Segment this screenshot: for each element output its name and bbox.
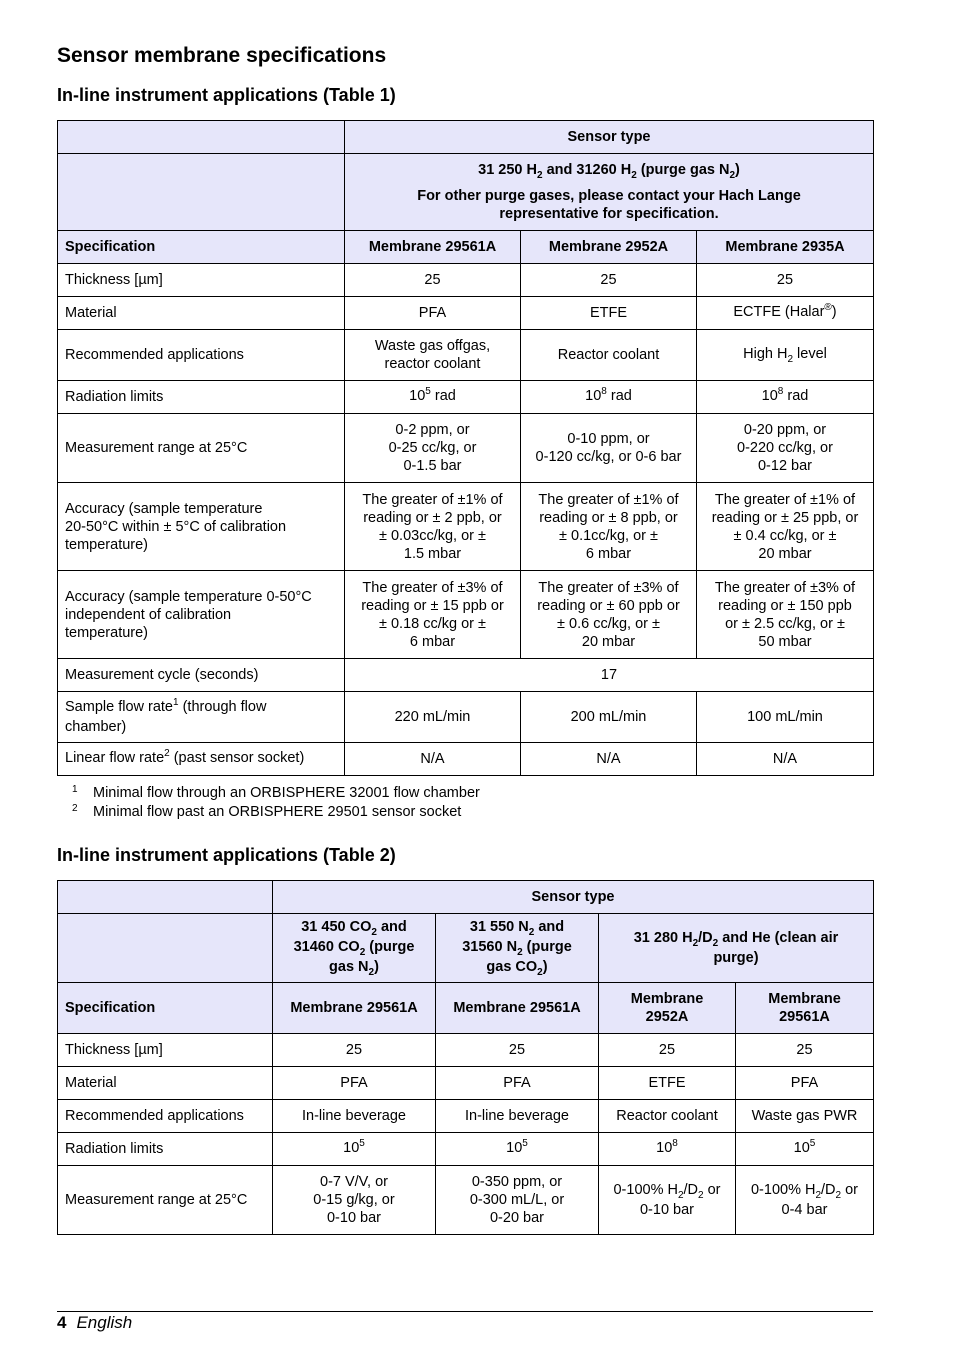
table1-sensor-models	[345, 154, 874, 231]
table1-sensor-line1: 31 250 $H_2$ and 31260 $H_2$ (purge gas $N_2$)	[478, 162, 740, 181]
cell: ETFE	[521, 297, 697, 330]
table-row	[58, 1067, 874, 1100]
cell: 25	[521, 264, 697, 297]
table-row	[58, 483, 874, 571]
row-label: Sample flow rate$^1$ (through flow chamber)	[58, 692, 345, 743]
cell: 0-100% $H_2/D_2$ or 0-4 bar	[736, 1166, 874, 1235]
footnote-number: 1	[72, 784, 78, 795]
page-title: Sensor membrane specifications	[57, 44, 387, 67]
cell: 0-2 ppm, or 0-25 cc/kg, or 0-1.5 bar	[345, 414, 521, 483]
cell: 200 mL/min	[521, 692, 697, 743]
row-label: Recommended applications	[58, 1100, 273, 1133]
footnote-2	[72, 803, 462, 820]
table2-sensor-blank	[58, 914, 273, 983]
table1-sensor-note: For other purge gases, please contact your Hach Lange representative for specification.	[417, 188, 801, 222]
table2-corner-cell	[58, 881, 273, 914]
cell: The greater of ±1% of reading or ± 2 ppb, or ± 0.03cc/kg, or ± 1.5 mbar	[345, 483, 521, 571]
row-label: Measurement range at 25°C	[58, 1166, 273, 1235]
row-label: Measurement cycle (seconds)	[58, 659, 345, 692]
cell: 0-100% $H_2/D_2$ or 0-10 bar	[599, 1166, 736, 1235]
table-row	[58, 264, 874, 297]
cell: 25	[736, 1034, 874, 1067]
cell: 220 mL/min	[345, 692, 521, 743]
row-label: Recommended applications	[58, 330, 345, 381]
footnote-text: Minimal flow past an ORBISPHERE 29501 sensor socket	[93, 804, 462, 820]
cell: ECTFE (Halar®)	[697, 297, 874, 330]
table-row	[58, 571, 874, 659]
cell: High $H_2$ level	[697, 330, 874, 381]
table2-sensor-1: 31 450 $CO_2$ and 31460 $CO_2$ (purge gas $N_2$)	[273, 914, 436, 983]
row-label: Thickness [µm]	[58, 264, 345, 297]
cell: 0-20 ppm, or 0-220 cc/kg, or 0-12 bar	[697, 414, 874, 483]
table2-sensor-row	[58, 914, 874, 983]
footer-language: English	[76, 1313, 133, 1332]
cell: Waste gas PWR	[736, 1100, 874, 1133]
table2-col-membrane-3: Membrane 2952A	[599, 983, 736, 1034]
table1-sensor-type: Sensor type	[345, 121, 874, 154]
cell: In-line beverage	[436, 1100, 599, 1133]
row-label: Radiation limits	[58, 381, 345, 414]
table2-sensor-2: 31 550 $N_2$ and 31560 $N_2$ (purge gas $CO_2$)	[436, 914, 599, 983]
cell: 0-7 V/V, or 0-15 g/kg, or 0-10 bar	[273, 1166, 436, 1235]
cell: $10^5$	[436, 1133, 599, 1166]
table-row	[58, 414, 874, 483]
cell: $10^5$	[736, 1133, 874, 1166]
cell: N/A	[697, 743, 874, 776]
cell: 0-10 ppm, or 0-120 cc/kg, or 0-6 bar	[521, 414, 697, 483]
cell: PFA	[736, 1067, 874, 1100]
table-row	[58, 743, 874, 776]
row-label: Thickness [µm]	[58, 1034, 273, 1067]
table-row	[58, 297, 874, 330]
table-row	[58, 381, 874, 414]
cell: 17	[345, 659, 874, 692]
cell: $10^8$	[599, 1133, 736, 1166]
table2-col-membrane-2: Membrane 29561A	[436, 983, 599, 1034]
cell: The greater of ±1% of reading or ± 8 ppb, or ± 0.1cc/kg, or ± 6 mbar	[521, 483, 697, 571]
table1-sensor-row	[58, 154, 874, 231]
table-row	[58, 692, 874, 743]
page-footer	[57, 1313, 132, 1333]
table1-sensor-blank	[58, 154, 345, 231]
cell: PFA	[345, 297, 521, 330]
cell: 25	[697, 264, 874, 297]
table1-col-membrane-2: Membrane 2952A	[521, 231, 697, 264]
footnote-text: Minimal flow through an ORBISPHERE 32001 flow chamber	[93, 785, 480, 801]
cell: Reactor coolant	[521, 330, 697, 381]
cell: The greater of ±1% of reading or ± 25 ppb, or ± 0.4 cc/kg, or ± 20 mbar	[697, 483, 874, 571]
cell: PFA	[436, 1067, 599, 1100]
row-label: Material	[58, 1067, 273, 1100]
cell: Waste gas offgas, reactor coolant	[345, 330, 521, 381]
cell: Reactor coolant	[599, 1100, 736, 1133]
table2-col-membrane-1: Membrane 29561A	[273, 983, 436, 1034]
row-label: Material	[58, 297, 345, 330]
cell: N/A	[345, 743, 521, 776]
table2-header-row	[58, 881, 874, 914]
table1-col-membrane-1: Membrane 29561A	[345, 231, 521, 264]
table-row	[58, 1166, 874, 1235]
table1-header-row	[58, 121, 874, 154]
table1-col-membrane-3: Membrane 2935A	[697, 231, 874, 264]
cell: 25	[273, 1034, 436, 1067]
cell: The greater of ±3% of reading or ± 150 ppb or ± 2.5 cc/kg, or ± 50 mbar	[697, 571, 874, 659]
table2-heading: In-line instrument applications (Table 2)	[57, 845, 396, 865]
row-label: Accuracy (sample temperature 20-50°C within ± 5°C of calibration temperature)	[58, 483, 345, 571]
cell: 100 mL/min	[697, 692, 874, 743]
row-label: Linear flow rate$^2$ (past sensor socket)	[58, 743, 345, 776]
table-row	[58, 1133, 874, 1166]
cell: The greater of ±3% of reading or ± 15 ppb or ± 0.18 cc/kg or ± 6 mbar	[345, 571, 521, 659]
footer-divider	[57, 1311, 873, 1312]
table2-column-headers	[58, 983, 874, 1034]
cell: N/A	[521, 743, 697, 776]
cell: 25	[599, 1034, 736, 1067]
cell: PFA	[273, 1067, 436, 1100]
cell: $10^8$ rad	[697, 381, 874, 414]
footnote-1	[72, 784, 480, 801]
cell: $10^5$	[273, 1133, 436, 1166]
table1-heading: In-line instrument applications (Table 1)	[57, 85, 396, 105]
cell: 25	[436, 1034, 599, 1067]
table1-col-specification: Specification	[58, 231, 345, 264]
table1	[57, 120, 874, 776]
cell: 25	[345, 264, 521, 297]
table2-col-specification: Specification	[58, 983, 273, 1034]
cell: 0-350 ppm, or 0-300 mL/L, or 0-20 bar	[436, 1166, 599, 1235]
cell: $10^8$ rad	[521, 381, 697, 414]
cell: ETFE	[599, 1067, 736, 1100]
table2	[57, 880, 874, 1235]
cell: In-line beverage	[273, 1100, 436, 1133]
table-row	[58, 659, 874, 692]
cell: $10^5$ rad	[345, 381, 521, 414]
cell: The greater of ±3% of reading or ± 60 ppb or ± 0.6 cc/kg, or ± 20 mbar	[521, 571, 697, 659]
table-row	[58, 1034, 874, 1067]
row-label: Measurement range at 25°C	[58, 414, 345, 483]
table-row	[58, 330, 874, 381]
row-label: Accuracy (sample temperature 0-50°C independent of calibration temperature)	[58, 571, 345, 659]
table2-sensor-type: Sensor type	[273, 881, 874, 914]
table2-sensor-3: 31 280 $H_2/D_2$ and He (clean air purge)	[599, 914, 874, 983]
footnote-number: 2	[72, 803, 78, 814]
table1-corner-cell	[58, 121, 345, 154]
row-label: Radiation limits	[58, 1133, 273, 1166]
table1-column-headers	[58, 231, 874, 264]
page-number: 4	[57, 1313, 67, 1332]
table-row	[58, 1100, 874, 1133]
table2-col-membrane-4: Membrane 29561A	[736, 983, 874, 1034]
